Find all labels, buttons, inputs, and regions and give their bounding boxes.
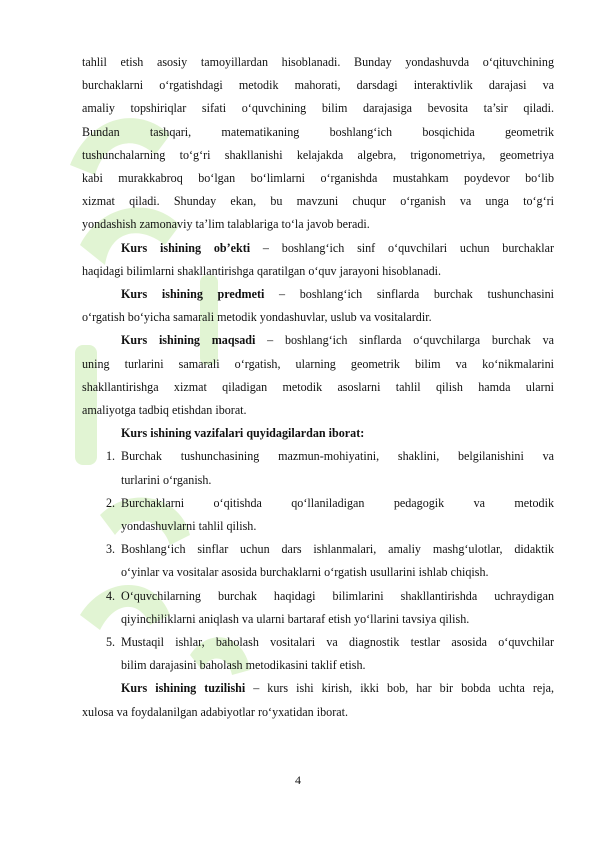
list-number: 5. [106, 635, 116, 650]
text-line: haqidagi bilimlarni shakllantirishga qaratilgan o‘quv jarayoni hisoblanadi. [82, 263, 442, 278]
structure-text: – kurs ishi kirish, ikki bob, har bir bobda uchta reja, [245, 681, 554, 696]
goal-label: Kurs ishining maqsadi [121, 333, 256, 348]
list-item-text: Mustaqil ishlar, baholash vositalari va diagnostik testlar asosida o‘quvchilar [121, 635, 554, 650]
list-item [82, 538, 554, 584]
list-item-text: O‘quvchilarning burchak haqidagi bilimlarini shakllantirishda uchraydigan [121, 588, 554, 603]
text-line: xizmat qiladi. Shunday ekan, bu mavzuni chuqur o‘rganish va unga to‘g‘ri [82, 194, 554, 209]
tasks-list [82, 445, 554, 677]
text-line [82, 283, 554, 306]
tasks-heading: Kurs ishining vazifalari quyidagilardan iborat: [121, 426, 365, 441]
object-paragraph [82, 237, 554, 283]
text-line: Bundan tashqari, matematikaning boshlang‘ich bosqichida geometrik [82, 124, 554, 139]
list-item [82, 585, 554, 631]
text-line: amaliyotga tadbiq etishdan iborat. [82, 403, 247, 418]
structure-label: Kurs ishining tuzilishi [121, 681, 246, 696]
text-line [82, 631, 554, 654]
list-number: 3. [106, 542, 116, 557]
object-text: – boshlang‘ich sinf o‘quvchilari uchun burchaklar [250, 240, 555, 255]
list-item-text: Burchaklarni o‘qitishda qo‘llaniladigan pedagogik va metodik [121, 495, 554, 510]
text-line [82, 538, 554, 561]
goal-text: – boshlang‘ich sinflarda o‘quvchilarga burchak va [255, 333, 555, 348]
text-line: amaliy topshiriqlar sifati o‘quvchining bilim darajasiga bevosita ta’sir qiladi. [82, 101, 554, 116]
subject-paragraph [82, 283, 554, 329]
list-item [82, 492, 554, 538]
text-line: uning turlarini samarali o‘rgatish, ularning geometrik bilim va ko‘nikmalarini [82, 356, 554, 371]
text-line: burchaklarni o‘rgatishdagi metodik mahorati, darsdagi interaktivlik darajasi va [82, 78, 554, 93]
page-body [82, 51, 554, 724]
list-item-text: Boshlang‘ich sinflar uchun dars ishlanmalari, amaliy mashg‘ulotlar, didaktik [121, 542, 554, 557]
list-number: 1. [106, 449, 116, 464]
list-number: 4. [106, 588, 116, 603]
object-label: Kurs ishining ob’ekti [121, 240, 251, 255]
text-line: xulosa va foydalanilgan adabiyotlar ro‘yxatidan iborat. [82, 704, 348, 719]
text-line [82, 677, 554, 700]
page-number: 4 [295, 773, 301, 787]
text-line: yondashuvlarni tahlil qilish. [121, 519, 257, 534]
text-line: yondashish zamonaviy ta’lim talablariga to‘la javob beradi. [82, 217, 370, 232]
subject-label: Kurs ishining predmeti [121, 287, 265, 302]
intro-paragraph [82, 51, 554, 237]
text-line [82, 445, 554, 468]
structure-paragraph [82, 677, 554, 723]
text-line: qiyinchiliklarni aniqlash va ularni bartaraf etish yo‘llarini tavsiya qilish. [121, 611, 470, 626]
text-line [82, 329, 554, 352]
list-number: 2. [106, 495, 116, 510]
text-line: shakllantirishga xizmat qiladigan metodik asoslarni tahlil qilish hamda ularni [82, 379, 554, 394]
text-line: tushunchalarning to‘g‘ri shakllanishi kelajakda algebra, trigonometriya, geometriya [82, 147, 554, 162]
text-line: o‘rgatish bo‘yicha samarali metodik yondashuvlar, uslub va vositalardir. [82, 310, 432, 325]
text-line [82, 585, 554, 608]
list-item [82, 631, 554, 677]
text-line: tahlil etish asosiy tamoyillardan hisoblanadi. Bunday yondashuvda o‘qituvchining [82, 55, 554, 69]
text-line: o‘yinlar va vositalar asosida burchaklarni o‘rgatish usullarini ishlab chiqish. [121, 565, 489, 580]
text-line [82, 237, 554, 260]
text-line: turlarini o‘rganish. [121, 472, 212, 487]
list-item-text: Burchak tushunchasining mazmun-mohiyatini, shaklini, belgilanishini va [121, 449, 554, 464]
goal-paragraph [82, 329, 554, 422]
subject-text: – boshlang‘ich sinflarda burchak tushunchasini [264, 287, 554, 302]
text-line [82, 492, 554, 515]
text-line: bilim darajasini baholash metodikasini taklif etish. [121, 658, 366, 673]
list-item [82, 445, 554, 491]
text-line: kabi murakkabroq bo‘lgan bo‘limlarni o‘rganishda mustahkam poydevor bo‘lib [82, 171, 554, 186]
